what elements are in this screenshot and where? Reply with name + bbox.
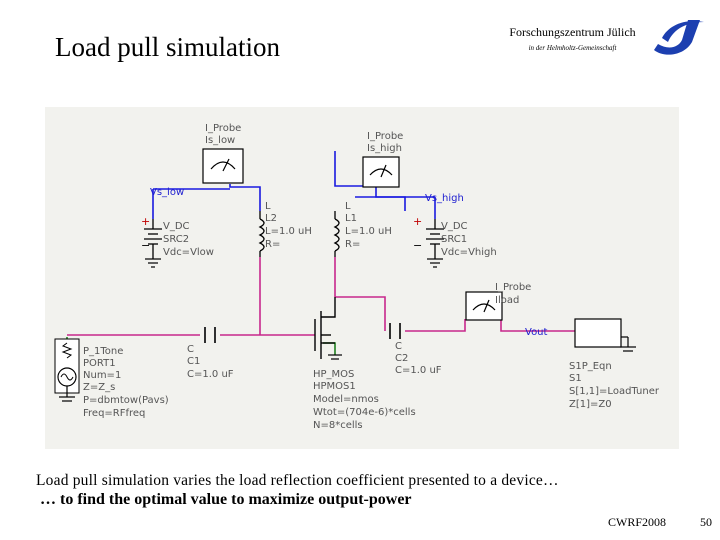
circuit-schematic xyxy=(45,107,679,449)
inductor-l1-type: L xyxy=(345,201,351,212)
src-right-type: V_DC xyxy=(441,221,468,232)
probe-high-name: Is_high xyxy=(367,143,402,154)
src-left-name: SRC2 xyxy=(163,234,190,245)
probe-high-type: I_Probe xyxy=(367,131,404,142)
conference-label: CWRF2008 xyxy=(608,515,667,529)
institute-block xyxy=(500,25,645,52)
src-left-type: V_DC xyxy=(163,221,190,232)
port-type: P_1Tone xyxy=(83,346,124,357)
schematic-panel xyxy=(45,107,679,449)
current-probe-low-icon xyxy=(203,149,243,183)
node-vout: Vout xyxy=(525,327,548,338)
caption-line-2: … to find the optimal value to maximize output-power xyxy=(40,491,412,508)
probe-low-name: Is_low xyxy=(205,135,236,146)
src-right-name: SRC1 xyxy=(441,234,468,245)
inductor-l2-type: L xyxy=(265,201,271,212)
probe-load-name: Iload xyxy=(495,295,520,306)
cap-c2-type: C xyxy=(395,341,402,352)
page-number: 50 xyxy=(700,515,712,529)
port-z: Z=Z_s xyxy=(83,382,116,393)
mosfet-name: HPMOS1 xyxy=(313,381,356,392)
tuner-z: Z[1]=Z0 xyxy=(569,399,612,410)
cap-c2-value: C=1.0 uF xyxy=(395,365,442,376)
port-num: Num=1 xyxy=(83,370,122,381)
cap-c1-value: C=1.0 uF xyxy=(187,369,234,380)
current-probe-high-icon xyxy=(363,157,399,187)
port-source-icon xyxy=(55,339,79,397)
fzj-logo-icon xyxy=(648,12,710,60)
minus-sign-right: − xyxy=(413,239,423,252)
tuner-s: S[1,1]=LoadTuner xyxy=(569,386,659,397)
inductor-l2-icon xyxy=(260,211,264,257)
probe-load-type: I_Probe xyxy=(495,282,532,293)
port-name: PORT1 xyxy=(83,358,116,369)
plus-sign-right: + xyxy=(413,215,423,228)
inductor-l1-r: R= xyxy=(345,239,361,250)
node-vs-high: Vs_high xyxy=(425,193,464,204)
tuner-type: S1P_Eqn xyxy=(569,361,612,372)
slide-title: Load pull simulation xyxy=(55,32,280,62)
institute-name: Forschungszentrum Jülich xyxy=(509,25,636,39)
port-power: P=dbmtow(Pavs) xyxy=(83,395,169,406)
cap-c1-name: C1 xyxy=(187,356,201,367)
mosfet-type: HP_MOS xyxy=(313,369,355,380)
src-left-value: Vdc=Vlow xyxy=(163,247,214,258)
load-tuner-block-icon xyxy=(575,319,628,347)
caption-line-1: Load pull simulation varies the load reflection coefficient presented to a device… xyxy=(36,472,559,489)
inductor-l2-r: R= xyxy=(265,239,281,250)
mosfet-model: Model=nmos xyxy=(313,394,379,405)
port-freq: Freq=RFfreq xyxy=(83,408,146,419)
capacitor-c2-icon xyxy=(390,323,400,339)
inductor-l2-name: L2 xyxy=(265,213,277,224)
cap-c2-name: C2 xyxy=(395,353,409,364)
tuner-name: S1 xyxy=(569,373,582,384)
inductor-l2-value: L=1.0 uH xyxy=(265,226,312,237)
mosfet-width: Wtot=(704e-6)*cells xyxy=(313,407,416,418)
capacitor-c1-icon xyxy=(205,327,215,343)
mosfet-ncells: N=8*cells xyxy=(313,420,363,431)
src-right-value: Vdc=Vhigh xyxy=(441,247,497,258)
cap-c1-type: C xyxy=(187,344,194,355)
node-vs-low: Vs_low xyxy=(150,187,185,198)
minus-sign-left: − xyxy=(141,239,151,252)
plus-sign-left: + xyxy=(141,215,151,228)
inductor-l1-name: L1 xyxy=(345,213,357,224)
inductor-l1-icon xyxy=(335,211,339,257)
probe-low-type: I_Probe xyxy=(205,123,242,134)
institute-subtitle: in der Helmholtz-Gemeinschaft xyxy=(528,44,617,52)
inductor-l1-value: L=1.0 uH xyxy=(345,226,392,237)
mosfet-icon xyxy=(315,297,335,359)
